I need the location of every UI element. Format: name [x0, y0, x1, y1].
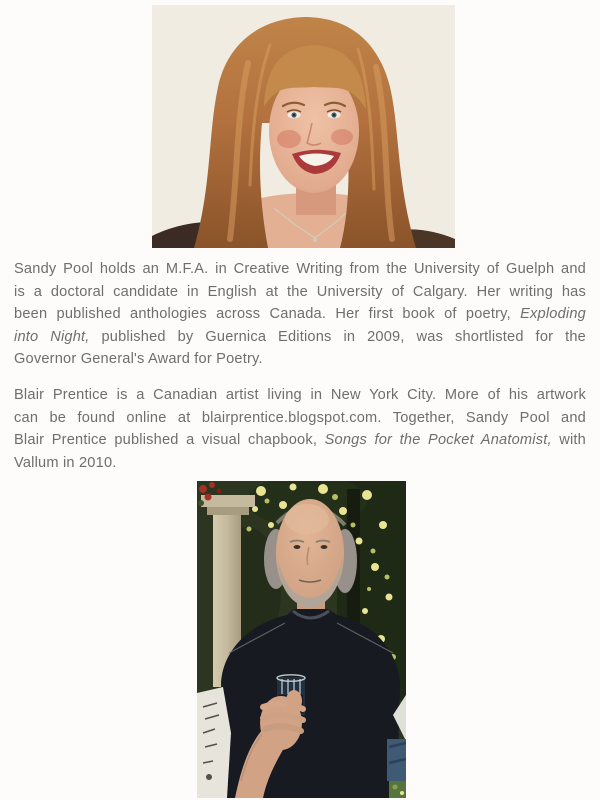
- bio-line: is a doctoral candidate in English at the University of Calgary. Her writing has: [14, 283, 586, 300]
- blair-prentice-bio: [14, 384, 586, 474]
- sandy-pool-bio: [14, 258, 586, 371]
- sandy-pool-photo: [152, 5, 455, 248]
- bio-line: Blair Prentice is a Canadian artist living in New York City. More of his artwork: [14, 387, 586, 403]
- bio-line: can be found online at blairprentice.blogspot.com. Together, Sandy Pool and: [14, 409, 586, 426]
- bio-line: Governor General's Award for Poetry.: [14, 351, 263, 367]
- blair-forehead: [285, 504, 329, 534]
- bio-line: been published anthologies across Canada. Her first book of poetry, Exploding: [14, 306, 586, 322]
- bio-line: into Night, published by Guernica Editions in 2009, was shortlisted for the: [14, 328, 586, 345]
- blair-prentice-photo: [197, 481, 406, 798]
- bio-line: Sandy Pool holds an M.F.A. in Creative Writing from the University of Guelph and: [14, 261, 586, 277]
- sandy-photo-illustration: [152, 5, 455, 248]
- bio-line: Blair Prentice published a visual chapbook, Songs for the Pocket Anatomist, with: [14, 432, 586, 448]
- bio-line: Vallum in 2010.: [14, 454, 117, 471]
- blair-photo-illustration: [197, 481, 406, 798]
